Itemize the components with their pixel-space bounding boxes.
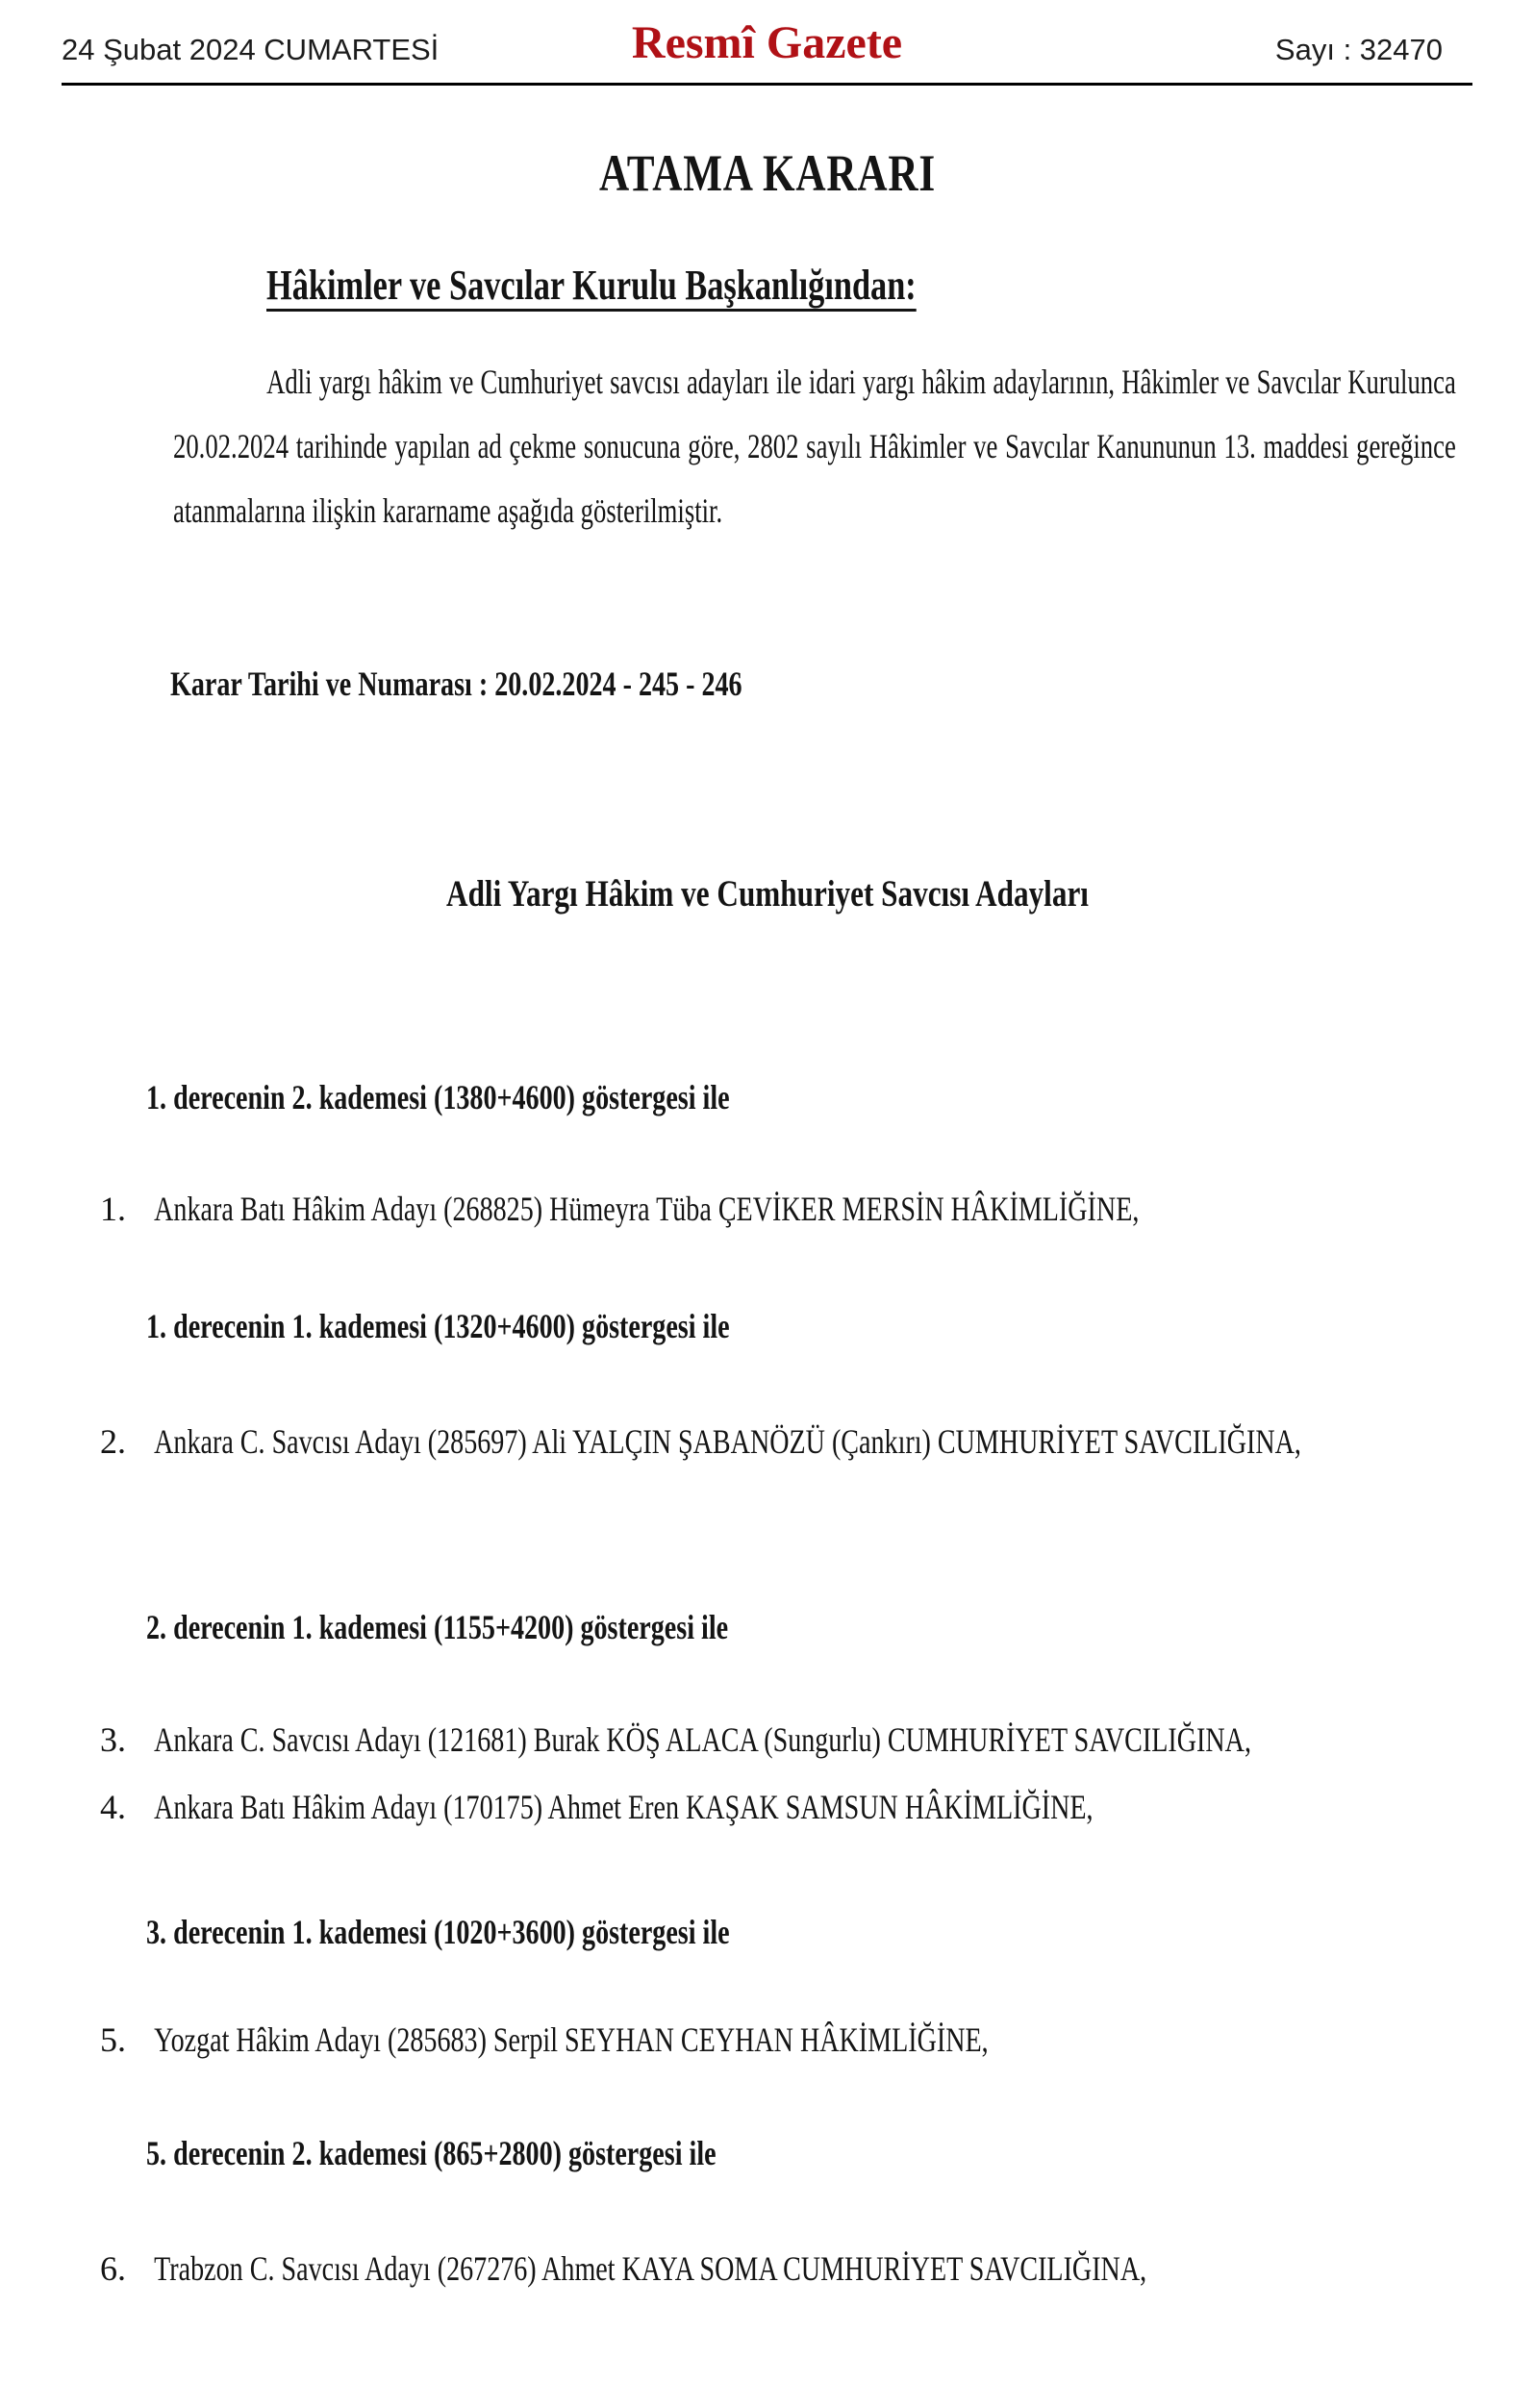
appointment-number-2: 2. [100,1422,126,1461]
appointment-item-5: Yozgat Hâkim Adayı (285683) Serpil SEYHAN CEYHAN HÂKİMLİĞİNE, [154,2020,989,2059]
grade-step-heading-4: 3. derecenin 1. kademesi (1020+3600) göstergesi ile [146,1913,730,1951]
gazette-masthead: Resmî Gazete [631,17,903,68]
appointment-item-2: Ankara C. Savcısı Adayı (285697) Ali YALÇIN ŞABANÖZÜ (Çankırı) CUMHURİYET SAVCILIĞINA, [154,1422,1301,1461]
grade-step-heading-2: 1. derecenin 1. kademesi (1320+4600) göstergesi ile [146,1307,730,1345]
appointment-number-4: 4. [100,1788,126,1826]
appointment-item-3: Ankara C. Savcısı Adayı (121681) Burak KÖŞ ALACA (Sungurlu) CUMHURİYET SAVCILIĞINA, [154,1720,1251,1759]
decision-date-number-line: Karar Tarihi ve Numarası : 20.02.2024 - 245 - 246 [170,665,742,703]
gazette-issue-number: Sayı : 32470 [1274,33,1443,66]
grade-step-heading-5: 5. derecenin 2. kademesi (865+2800) göstergesi ile [146,2134,717,2172]
intro-paragraph: Adli yargı hâkim ve Cumhuriyet savcısı adayları ile idari yargı hâkim adaylarının, Hâkimler ve Savcılar Kurulunca 20.02.2024 tarihinde yapılan ad çekme sonucuna göre, 2802 sayılı Hâkimler ve Savcılar Kanununun 13. maddesi gereğince atanmalarına ilişkin kararname aşağıda gösterilmiştir. [173,363,1456,530]
issuing-authority-heading: Hâkimler ve Savcılar Kurulu Başkanlığından: [266,262,917,309]
appointment-number-1: 1. [100,1190,126,1228]
appointment-number-3: 3. [100,1720,126,1759]
appointment-item-1: Ankara Batı Hâkim Adayı (268825) Hümeyra Tüba ÇEVİKER MERSİN HÂKİMLİĞİNE, [154,1190,1140,1228]
grade-step-heading-1: 1. derecenin 2. kademesi (1380+4600) göstergesi ile [146,1078,730,1116]
appointment-item-6: Trabzon C. Savcısı Adayı (267276) Ahmet KAYA SOMA CUMHURİYET SAVCILIĞINA, [154,2249,1147,2288]
decree-title: ATAMA KARARI [598,144,936,202]
header-rule [62,83,1472,86]
gazette-date: 24 Şubat 2024 CUMARTESİ [62,33,440,66]
appointment-number-5: 5. [100,2020,126,2059]
section-title: Adli Yargı Hâkim ve Cumhuriyet Savcısı Adayları [445,873,1089,915]
grade-step-heading-3: 2. derecenin 1. kademesi (1155+4200) göstergesi ile [146,1608,729,1646]
appointment-item-4: Ankara Batı Hâkim Adayı (170175) Ahmet Eren KAŞAK SAMSUN HÂKİMLİĞİNE, [154,1788,1094,1826]
appointment-number-6: 6. [100,2249,126,2288]
